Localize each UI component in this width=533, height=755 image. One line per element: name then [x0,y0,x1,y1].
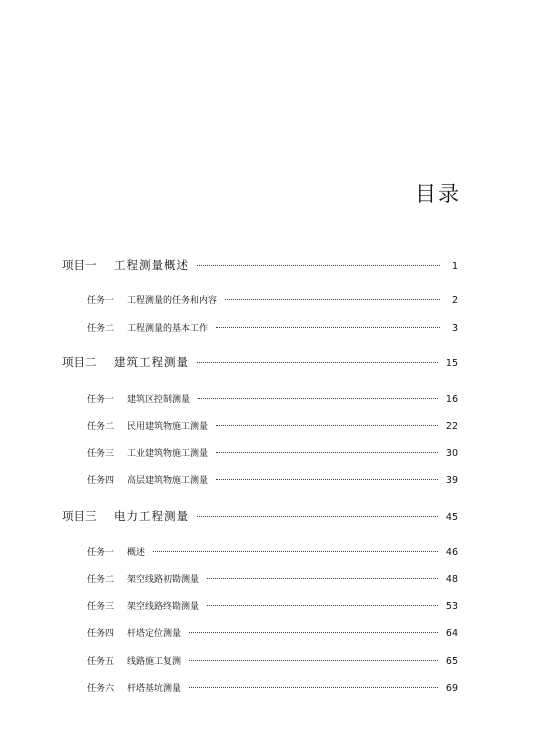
entry-page: 45 [445,512,458,523]
toc-entry-task[interactable] [87,681,458,694]
entry-page: 15 [445,358,458,369]
entry-number: 任务二 [87,324,115,334]
entry-number: 任务二 [87,422,115,432]
dot-leader [197,362,438,363]
toc-entry-task[interactable] [87,654,458,667]
toc-entry-task[interactable] [87,293,458,306]
entry-name: 高层建筑物施工测量 [127,476,209,486]
entry-name: 工程测量概述 [114,258,189,272]
entry-page: 64 [445,628,458,639]
entry-name: 架空线路初勘测量 [127,575,200,585]
dot-leader [225,299,440,300]
dot-leader [216,425,438,426]
entry-page: 3 [451,323,458,334]
entry-name: 杆塔定位测量 [127,629,182,639]
entry-page: 46 [445,547,458,558]
dot-leader [216,452,438,453]
entry-number: 任务一 [87,395,115,405]
entry-name: 建筑区控制测量 [127,395,191,405]
dot-leader [207,605,438,606]
entry-page: 1 [451,261,458,272]
dot-leader [207,578,438,579]
entry-number: 任务四 [87,629,115,639]
entry-page: 39 [445,475,458,486]
toc-entry-task[interactable] [87,446,458,459]
toc-entry-task[interactable] [87,626,458,639]
entry-page: 53 [445,601,458,612]
entry-number: 任务一 [87,296,115,306]
entry-number: 项目三 [62,509,97,523]
dot-leader [197,265,440,266]
entry-page: 22 [445,421,458,432]
dot-leader [153,551,438,552]
entry-name: 工业建筑物施工测量 [127,449,209,459]
entry-name: 工程测量的任务和内容 [127,296,218,306]
toc-entry-task[interactable] [87,545,458,558]
entry-name: 民用建筑物施工测量 [127,422,209,432]
toc-entry-task[interactable] [87,572,458,585]
toc-entry-project[interactable] [62,508,458,524]
entry-number: 任务六 [87,684,115,694]
entry-number: 任务三 [87,449,115,459]
entry-page: 48 [445,574,458,585]
entry-page: 30 [445,448,458,459]
entry-name: 线路施工复测 [127,657,182,667]
toc-entry-task[interactable] [87,321,458,334]
entry-page: 65 [445,656,458,667]
entry-page: 16 [445,394,458,405]
entry-name: 架空线路终勘测量 [127,602,200,612]
toc-entry-task[interactable] [87,599,458,612]
dot-leader [189,632,438,633]
entry-number: 任务四 [87,476,115,486]
entry-number: 项目一 [62,258,97,272]
entry-number: 任务三 [87,602,115,612]
entry-number: 任务二 [87,575,115,585]
entry-page: 2 [451,295,458,306]
entry-number: 任务一 [87,548,115,558]
dot-leader [216,327,440,328]
entry-page: 69 [445,683,458,694]
dot-leader [189,660,438,661]
entry-number: 任务五 [87,657,115,667]
dot-leader [216,479,438,480]
entry-name: 电力工程测量 [114,509,189,523]
entry-name: 建筑工程测量 [114,355,189,369]
entry-number: 项目二 [62,355,97,369]
dot-leader [198,398,438,399]
dot-leader [197,516,438,517]
dot-leader [189,687,438,688]
entry-name: 工程测量的基本工作 [127,324,209,334]
toc-entry-project[interactable] [62,257,458,273]
toc-entry-task[interactable] [87,473,458,486]
toc-entry-task[interactable] [87,419,458,432]
toc-entry-task[interactable] [87,392,458,405]
toc-entry-project[interactable] [62,354,458,370]
page-title: 目录 [415,182,461,206]
entry-name: 概述 [127,548,146,558]
entry-name: 杆塔基坑测量 [127,684,182,694]
